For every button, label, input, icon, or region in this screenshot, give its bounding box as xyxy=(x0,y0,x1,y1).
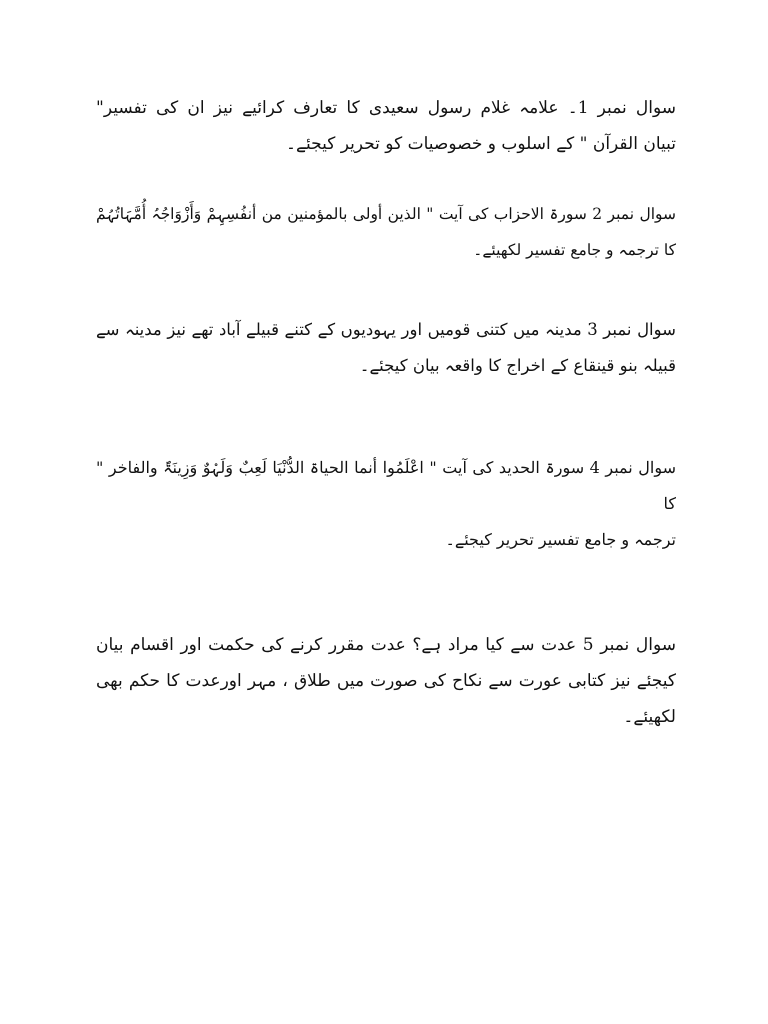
question-4 xyxy=(96,450,676,558)
question-5-line-2: کیجئے نیز کتابی عورت سے نکاح کی صورت میں طلاق ، مہر اورعدت کا حکم بھی xyxy=(96,671,676,691)
question-3-line-1: سوال نمبر 3 مدینہ میں کتنی قومیں اور یہودیوں کے کتنے قبیلے آباد تھے نیز مدینہ سے xyxy=(96,320,676,339)
question-1-line-1: سوال نمبر 1۔ علامہ غلام رسول سعیدی کا تعارف کرائیے نیز ان کی تفسیر" xyxy=(96,98,677,118)
question-4-line-3: ترجمہ و جامع تفسیر تحریر کیجئے۔ xyxy=(445,530,676,549)
question-5 xyxy=(96,627,676,735)
question-3-line-2: قبیلہ بنو قینقاع کے اخراج کا واقعہ بیان کیجئے۔ xyxy=(359,356,676,375)
question-2-line-2: کا ترجمہ و جامع تفسیر لکھیئے۔ xyxy=(473,241,676,259)
question-2 xyxy=(96,196,676,268)
question-1-line-2: تبیان القرآن " کے اسلوب و خصوصیات کو تحریر کیجئے۔ xyxy=(286,134,676,154)
question-3 xyxy=(96,312,676,384)
question-5-line-1: سوال نمبر 5 عدت سے کیا مراد ہے؟ عدت مقرر کرنے کی حکمت اور اقسام بیان xyxy=(96,635,676,655)
question-2-line-1: سوال نمبر 2 سورۃ الاحزاب کی آیت " الذین أولی بالمؤمنین من أنفُسِہِمْ وَأَزْوَاجُہُ أُمَّہَاتُہُمْ xyxy=(96,205,677,223)
question-1 xyxy=(96,90,676,162)
question-4-line-1: سوال نمبر 4 سورۃ الحدید کی آیت " اعْلَمُوا أنما الحیاۃ الدُّنْیَا لَعِبٌ وَلَہْوٌ وَزِینَۃٌ والفاخر " xyxy=(96,458,677,477)
question-4-line-2: کا xyxy=(663,494,676,513)
question-5-line-3: لکھیئے۔ xyxy=(623,707,676,727)
